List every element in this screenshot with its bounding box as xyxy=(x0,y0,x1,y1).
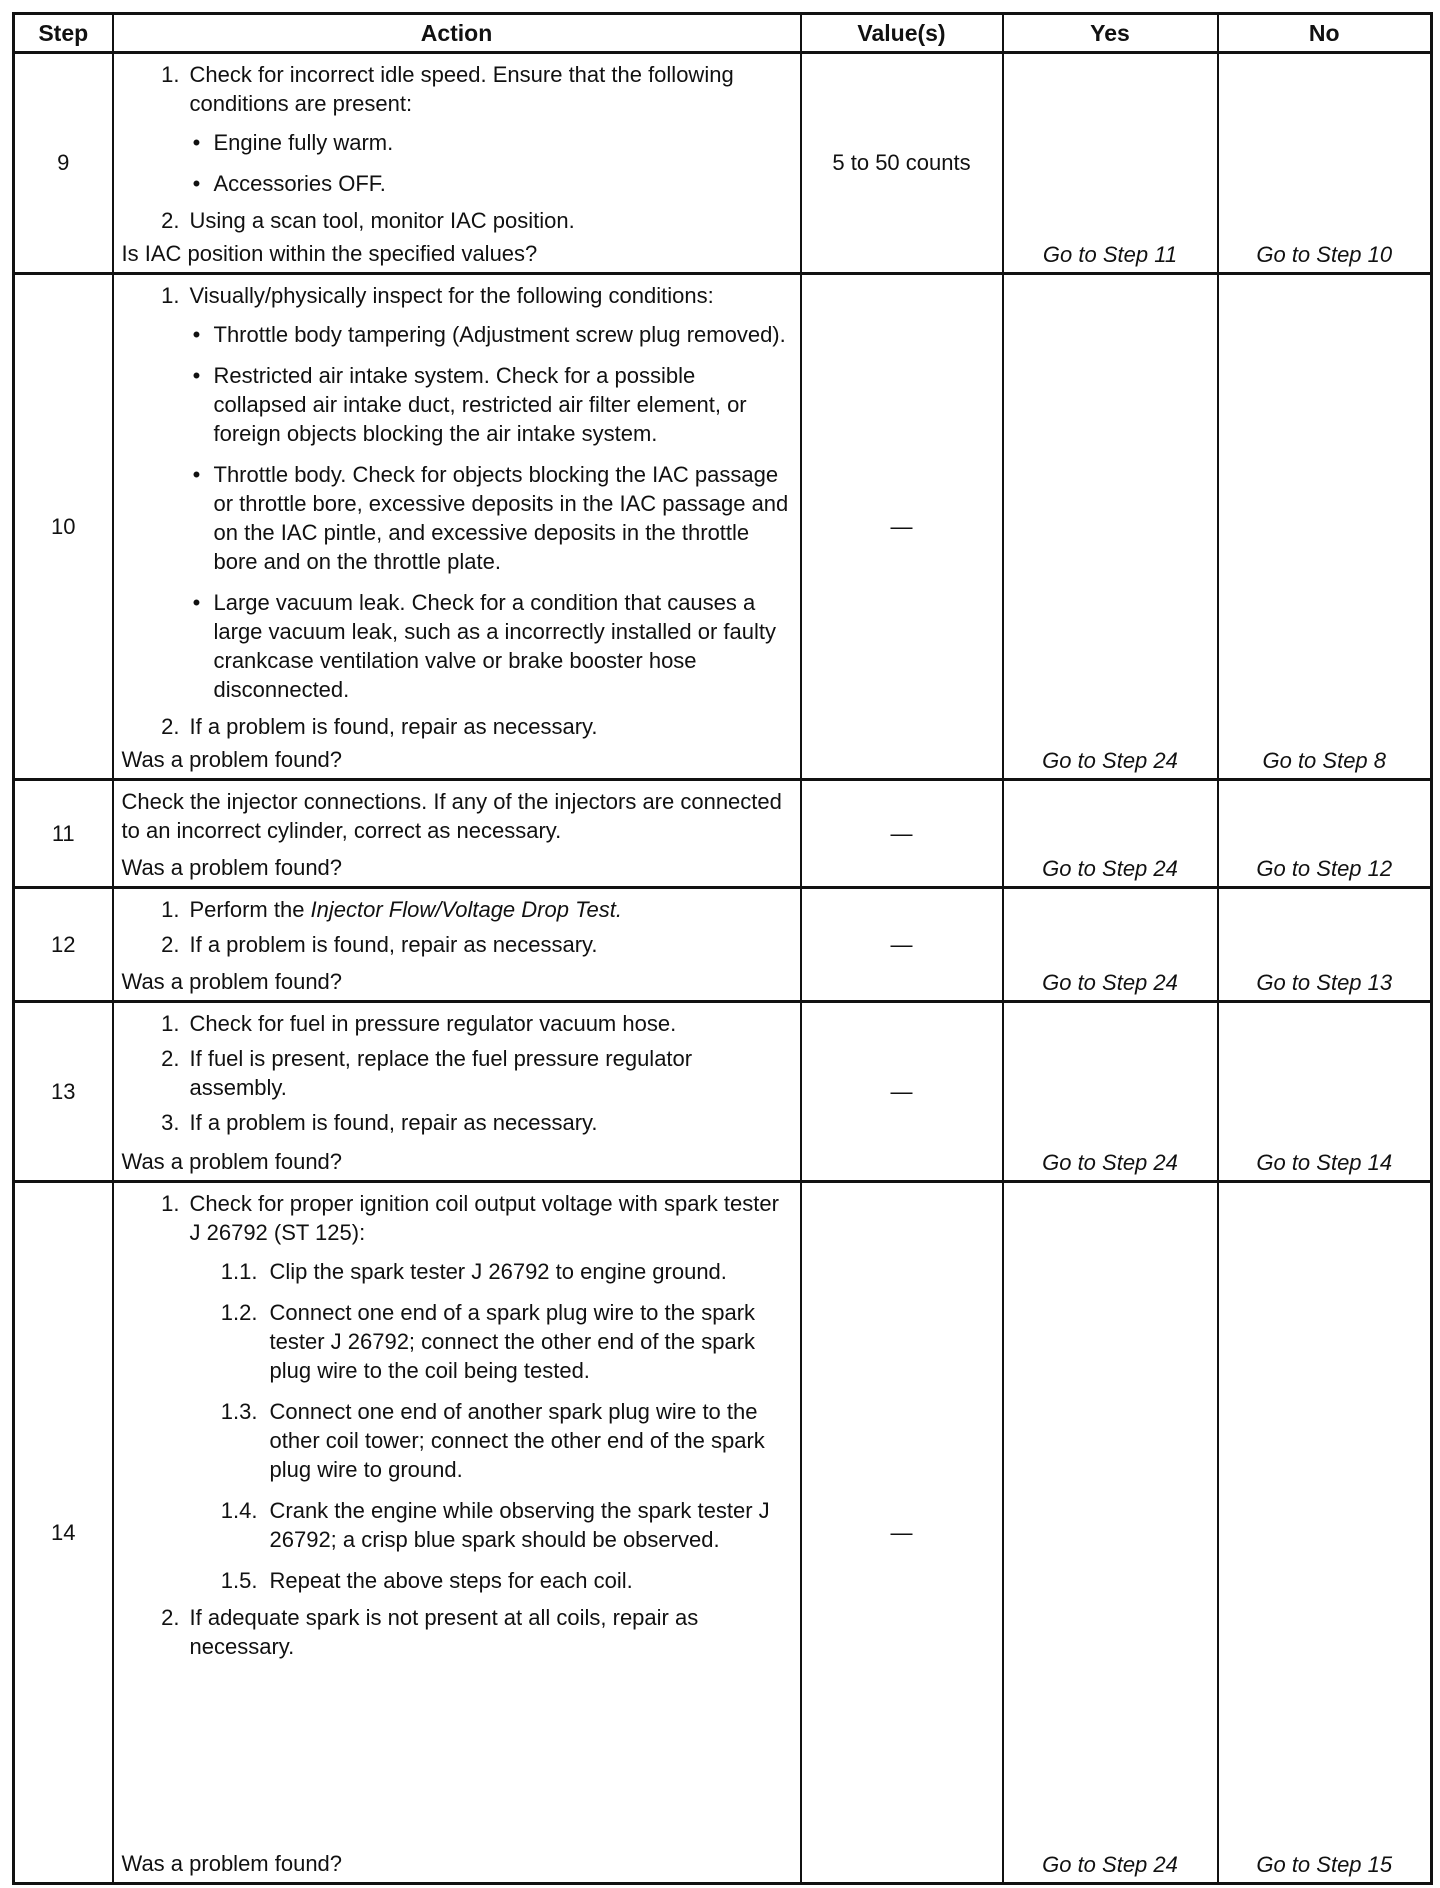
item-number: 2. xyxy=(161,208,180,233)
action-cell xyxy=(113,1182,801,1884)
bullet-icon: • xyxy=(192,363,201,388)
item-text: If a problem is found, repair as necessary. xyxy=(189,714,598,739)
item-number: 2. xyxy=(161,1605,180,1630)
bullet-icon: • xyxy=(192,322,201,347)
bullet-text: Throttle body. Check for objects blocking the IAC passage or throttle bore, excessive deposits in the IAC passage and on the IAC pintle, and excessive deposits in the throttle bore and on the throttle plate. xyxy=(213,462,789,574)
yes-cell: Go to Step 24 xyxy=(1003,1182,1218,1884)
step-number: 9 xyxy=(14,53,113,274)
action-item xyxy=(122,1603,794,1661)
header-no: No xyxy=(1218,14,1432,53)
action-bullet xyxy=(180,460,794,576)
item-number: 1. xyxy=(161,283,180,308)
bullet-text: Restricted air intake system. Check for a possible collapsed air intake duct, restricted air filter element, or foreign objects blocking the air intake system. xyxy=(213,363,747,446)
action-item xyxy=(122,895,794,924)
action-bullet xyxy=(180,128,794,157)
table-row-step-9 xyxy=(14,53,1432,274)
bullet-icon: • xyxy=(192,171,201,196)
subitem-text: Clip the spark tester J 26792 to engine ground. xyxy=(269,1259,727,1284)
value-cell: — xyxy=(801,780,1003,888)
step-number: 10 xyxy=(14,274,113,780)
question-text: Was a problem found? xyxy=(121,1851,343,1876)
action-cell xyxy=(113,53,801,274)
action-subitem xyxy=(180,1257,794,1286)
question-text: Was a problem found? xyxy=(121,855,343,880)
action-item xyxy=(122,1009,794,1038)
bullet-icon: • xyxy=(192,462,201,487)
yes-cell: Go to Step 24 xyxy=(1003,888,1218,1002)
header-action: Action xyxy=(113,14,801,53)
item-text: If adequate spark is not present at all coils, repair as necessary. xyxy=(189,1605,699,1659)
item-text: Visually/physically inspect for the following conditions: xyxy=(189,283,714,308)
action-cell xyxy=(113,274,801,780)
no-cell: Go to Step 13 xyxy=(1218,888,1432,1002)
subitem-number: 1.2. xyxy=(220,1300,258,1325)
action-subitem xyxy=(180,1566,794,1595)
value-cell: — xyxy=(801,1182,1003,1884)
subitem-number: 1.1. xyxy=(220,1259,258,1284)
table-row-step-14 xyxy=(14,1182,1432,1884)
yes-cell: Go to Step 24 xyxy=(1003,274,1218,780)
header-yes: Yes xyxy=(1003,14,1218,53)
action-item xyxy=(122,206,794,235)
item-text: Check for incorrect idle speed. Ensure that the following conditions are present: xyxy=(189,62,734,116)
item-number: 1. xyxy=(161,62,180,87)
item-number: 1. xyxy=(161,1011,180,1036)
diagnostic-table xyxy=(12,12,1433,1885)
question-text: Was a problem found? xyxy=(121,1149,343,1174)
action-bullet xyxy=(180,320,794,349)
value-cell: 5 to 50 counts xyxy=(801,53,1003,274)
header-step: Step xyxy=(14,14,113,53)
table-row-step-12 xyxy=(14,888,1432,1002)
subitem-number: 1.3. xyxy=(220,1399,258,1424)
question-text: Was a problem found? xyxy=(121,747,343,772)
header-row xyxy=(14,14,1432,53)
action-bullet xyxy=(180,588,794,704)
action-item xyxy=(122,60,794,118)
item-text: If fuel is present, replace the fuel pressure regulator assembly. xyxy=(189,1046,693,1100)
table-row-step-11 xyxy=(14,780,1432,888)
action-bullet xyxy=(180,169,794,198)
bullet-icon: • xyxy=(192,130,201,155)
item-text: If a problem is found, repair as necessary. xyxy=(189,1110,598,1135)
step-number: 11 xyxy=(14,780,113,888)
action-item xyxy=(122,930,794,959)
bullet-icon: • xyxy=(192,590,201,615)
test-name: Injector Flow/Voltage Drop Test. xyxy=(310,897,622,922)
bullet-text: Throttle body tampering (Adjustment screw plug removed). xyxy=(213,322,786,347)
no-cell: Go to Step 12 xyxy=(1218,780,1432,888)
yes-cell: Go to Step 24 xyxy=(1003,1002,1218,1182)
value-cell: — xyxy=(801,1002,1003,1182)
action-bullet xyxy=(180,361,794,448)
action-item xyxy=(122,712,794,741)
item-number: 2. xyxy=(161,714,180,739)
action-subitem xyxy=(180,1397,794,1484)
action-subitem xyxy=(180,1496,794,1554)
step-number: 13 xyxy=(14,1002,113,1182)
bullet-text: Large vacuum leak. Check for a condition that causes a large vacuum leak, such as a incorrectly installed or faulty crankcase ventilation valve or brake booster hose disconnected. xyxy=(213,590,776,702)
question-text: Is IAC position within the specified values? xyxy=(121,241,538,266)
item-text xyxy=(190,895,794,924)
subitem-text: Connect one end of another spark plug wire to the other coil tower; connect the other end of the spark plug wire to ground. xyxy=(269,1399,765,1482)
item-text: If a problem is found, repair as necessary. xyxy=(189,932,598,957)
question-text: Was a problem found? xyxy=(121,969,343,994)
no-cell: Go to Step 10 xyxy=(1218,53,1432,274)
item-number: 2. xyxy=(161,1046,180,1071)
action-subitem xyxy=(180,1298,794,1385)
header-values: Value(s) xyxy=(801,14,1003,53)
action-item xyxy=(122,1189,794,1247)
action-cell xyxy=(113,1002,801,1182)
table-row-step-13 xyxy=(14,1002,1432,1182)
subitem-text: Crank the engine while observing the spark tester J 26792; a crisp blue spark should be observed. xyxy=(269,1498,770,1552)
item-text: Using a scan tool, monitor IAC position. xyxy=(189,208,575,233)
item-text-prefix: Perform the xyxy=(189,897,311,922)
subitem-number: 1.5. xyxy=(220,1568,258,1593)
action-cell xyxy=(113,888,801,1002)
no-cell: Go to Step 8 xyxy=(1218,274,1432,780)
item-number: 2. xyxy=(161,932,180,957)
yes-cell: Go to Step 24 xyxy=(1003,780,1218,888)
item-text: Check for proper ignition coil output voltage with spark tester J 26792 (ST 125): xyxy=(189,1191,779,1245)
value-cell: — xyxy=(801,274,1003,780)
item-number: 1. xyxy=(161,1191,180,1216)
step-number: 12 xyxy=(14,888,113,1002)
action-item xyxy=(122,1108,794,1137)
subitem-text: Connect one end of a spark plug wire to the spark tester J 26792; connect the other end of the spark plug wire to the coil being tested. xyxy=(269,1300,756,1383)
item-number: 1. xyxy=(161,897,180,922)
item-text: Check for fuel in pressure regulator vacuum hose. xyxy=(189,1011,677,1036)
action-item xyxy=(122,281,794,310)
item-number: 3. xyxy=(161,1110,180,1135)
no-cell: Go to Step 14 xyxy=(1218,1002,1432,1182)
action-cell xyxy=(113,780,801,888)
bullet-text: Engine fully warm. xyxy=(213,130,394,155)
action-item xyxy=(122,1044,794,1102)
diagnostic-table-page xyxy=(12,12,1430,1877)
value-cell: — xyxy=(801,888,1003,1002)
table-row-step-10 xyxy=(14,274,1432,780)
subitem-number: 1.4. xyxy=(220,1498,258,1523)
yes-cell: Go to Step 11 xyxy=(1003,53,1218,274)
no-cell: Go to Step 15 xyxy=(1218,1182,1432,1884)
step-number: 14 xyxy=(14,1182,113,1884)
bullet-text: Accessories OFF. xyxy=(213,171,386,196)
subitem-text: Repeat the above steps for each coil. xyxy=(269,1568,633,1593)
action-text: Check the injector connections. If any of the injectors are connected to an incorrect cylinder, correct as necessary. xyxy=(121,789,782,843)
